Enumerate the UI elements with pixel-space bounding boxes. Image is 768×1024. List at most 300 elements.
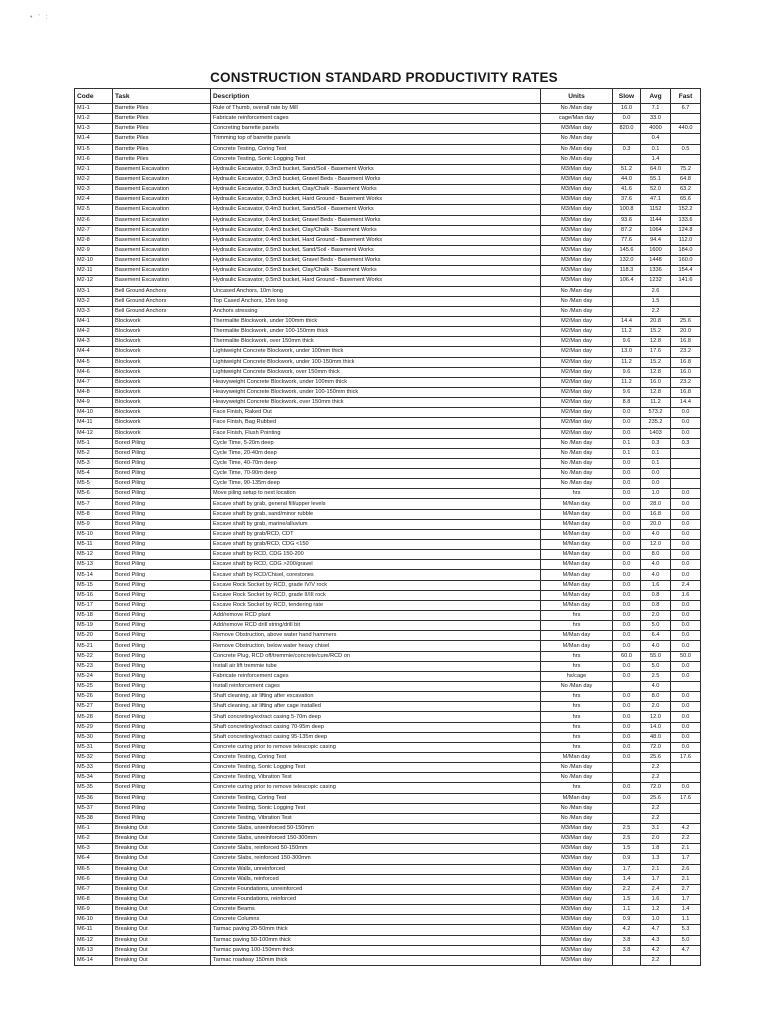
cell-fast: 50.0 xyxy=(671,651,701,661)
cell-units: M3/Man day xyxy=(541,834,613,844)
cell-description: Concrete Testing, Sonic Logging Test xyxy=(211,803,541,813)
cell-avg: 0.8 xyxy=(641,600,671,610)
cell-description: Thermalite Blockwork, over 150mm thick xyxy=(211,337,541,347)
cell-slow: 0.0 xyxy=(613,600,641,610)
cell-task: Breaking Out xyxy=(113,874,211,884)
cell-avg: 4.3 xyxy=(641,935,671,945)
table-row xyxy=(75,803,701,813)
cell-avg: 4.0 xyxy=(641,560,671,570)
cell-avg: 12.0 xyxy=(641,540,671,550)
table-row xyxy=(75,185,701,195)
cell-slow: 0.0 xyxy=(613,712,641,722)
cell-slow: 93.6 xyxy=(613,215,641,225)
cell-slow xyxy=(613,286,641,296)
cell-fast: 2.4 xyxy=(671,580,701,590)
cell-slow: 77.6 xyxy=(613,235,641,245)
cell-description: Tarmac paving 20-50mm thick xyxy=(211,925,541,935)
cell-fast: 16.8 xyxy=(671,387,701,397)
cell-code: M2-7 xyxy=(75,225,113,235)
cell-slow: 145.6 xyxy=(613,245,641,255)
cell-description: Excave shaft by grab/RCD, CDG <150 xyxy=(211,540,541,550)
cell-slow: 0.9 xyxy=(613,915,641,925)
cell-units: M3/Man day xyxy=(541,874,613,884)
cell-task: Bored Piling xyxy=(113,458,211,468)
cell-avg: 47.1 xyxy=(641,195,671,205)
table-row xyxy=(75,550,701,560)
cell-avg: 1448 xyxy=(641,256,671,266)
cell-units: M2/Man day xyxy=(541,347,613,357)
table-row xyxy=(75,702,701,712)
cell-units: hrs xyxy=(541,742,613,752)
table-row xyxy=(75,915,701,925)
table-row xyxy=(75,408,701,418)
cell-units: No /Man day xyxy=(541,144,613,154)
cell-units: hrs xyxy=(541,722,613,732)
cell-units: M3/Man day xyxy=(541,915,613,925)
cell-task: Blockwork xyxy=(113,387,211,397)
cell-fast: 0.0 xyxy=(671,600,701,610)
cell-code: M1-3 xyxy=(75,124,113,134)
cell-avg: 3.1 xyxy=(641,823,671,833)
cell-units: M/Man day xyxy=(541,590,613,600)
cell-code: M6-10 xyxy=(75,915,113,925)
table-row xyxy=(75,682,701,692)
table-row xyxy=(75,479,701,489)
cell-code: M5-22 xyxy=(75,651,113,661)
table-row xyxy=(75,742,701,752)
cell-description: Anchors stressing xyxy=(211,306,541,316)
cell-description: Lightweight Concrete Blockwork, under 100mm thick xyxy=(211,347,541,357)
cell-fast: 0.0 xyxy=(671,702,701,712)
cell-units: M3/Man day xyxy=(541,925,613,935)
cell-avg: 2.2 xyxy=(641,803,671,813)
cell-slow: 41.6 xyxy=(613,185,641,195)
cell-units: hrs xyxy=(541,732,613,742)
cell-task: Blockwork xyxy=(113,327,211,337)
cell-fast: 5.0 xyxy=(671,935,701,945)
cell-units: M/Man day xyxy=(541,631,613,641)
cell-units: M3/Man day xyxy=(541,945,613,955)
cell-slow: 0.0 xyxy=(613,570,641,580)
cell-avg: 1336 xyxy=(641,266,671,276)
table-row xyxy=(75,174,701,184)
cell-task: Basement Excavation xyxy=(113,235,211,245)
cell-slow: 0.1 xyxy=(613,438,641,448)
cell-slow xyxy=(613,763,641,773)
cell-description: Shaft concreting/extract casing 70-95m deep xyxy=(211,722,541,732)
cell-units: No /Man day xyxy=(541,286,613,296)
cell-slow: 106.4 xyxy=(613,276,641,286)
cell-code: M4-8 xyxy=(75,387,113,397)
cell-task: Bored Piling xyxy=(113,712,211,722)
cell-code: M4-9 xyxy=(75,398,113,408)
cell-fast: 17.6 xyxy=(671,753,701,763)
cell-code: M2-3 xyxy=(75,185,113,195)
cell-fast: 0.5 xyxy=(671,144,701,154)
cell-description: Hydraulic Excavator, 0.4m3 bucket, Clay/Chalk - Basement Works xyxy=(211,225,541,235)
cell-task: Basement Excavation xyxy=(113,225,211,235)
table-row xyxy=(75,448,701,458)
cell-task: Breaking Out xyxy=(113,925,211,935)
cell-fast: 160.0 xyxy=(671,256,701,266)
cell-code: M5-16 xyxy=(75,590,113,600)
cell-task: Bell Ground Anchors xyxy=(113,296,211,306)
cell-description: Concrete curing prior to remove telescopic casing xyxy=(211,783,541,793)
cell-slow: 0.0 xyxy=(613,671,641,681)
cell-slow xyxy=(613,296,641,306)
cell-fast: 16.8 xyxy=(671,357,701,367)
cell-avg: 20.8 xyxy=(641,316,671,326)
cell-task: Bored Piling xyxy=(113,671,211,681)
cell-units: M/Man day xyxy=(541,641,613,651)
cell-units: M2/Man day xyxy=(541,428,613,438)
cell-code: M5-23 xyxy=(75,661,113,671)
cell-description: Hydraulic Excavator, 0.5m3 bucket, Hard Ground - Basement Works xyxy=(211,276,541,286)
cell-code: M5-11 xyxy=(75,540,113,550)
table-row xyxy=(75,154,701,164)
cell-slow: 0.0 xyxy=(613,428,641,438)
header-slow: Slow xyxy=(613,89,641,104)
cell-fast: 64.8 xyxy=(671,174,701,184)
cell-code: M3-1 xyxy=(75,286,113,296)
cell-description: Concrete Slabs, reinforced 150-300mm xyxy=(211,854,541,864)
cell-fast xyxy=(671,458,701,468)
cell-task: Bored Piling xyxy=(113,590,211,600)
cell-units: M3/Man day xyxy=(541,215,613,225)
cell-task: Bored Piling xyxy=(113,783,211,793)
cell-units: No /Man day xyxy=(541,438,613,448)
cell-task: Breaking Out xyxy=(113,894,211,904)
cell-avg: 64.0 xyxy=(641,164,671,174)
cell-fast: 0.0 xyxy=(671,722,701,732)
cell-task: Bored Piling xyxy=(113,519,211,529)
cell-fast xyxy=(671,114,701,124)
table-row xyxy=(75,377,701,387)
cell-avg: 12.8 xyxy=(641,367,671,377)
cell-fast: 0.0 xyxy=(671,560,701,570)
cell-avg: 1064 xyxy=(641,225,671,235)
cell-avg: 12.8 xyxy=(641,387,671,397)
cell-slow: 0.0 xyxy=(613,560,641,570)
cell-avg: 1.5 xyxy=(641,296,671,306)
cell-avg: 2.4 xyxy=(641,884,671,894)
cell-avg: 48.0 xyxy=(641,732,671,742)
cell-slow: 0.0 xyxy=(613,783,641,793)
cell-description: Concrete Foundations, unreinforced xyxy=(211,884,541,894)
cell-avg: 17.6 xyxy=(641,347,671,357)
cell-description: Hydraulic Excavator, 0.5m3 bucket, Clay/Chalk - Basement Works xyxy=(211,266,541,276)
table-row xyxy=(75,560,701,570)
cell-units: M3/Man day xyxy=(541,124,613,134)
cell-slow: 0.0 xyxy=(613,479,641,489)
cell-slow: 0.0 xyxy=(613,509,641,519)
cell-code: M5-18 xyxy=(75,611,113,621)
cell-code: M1-5 xyxy=(75,144,113,154)
cell-fast xyxy=(671,813,701,823)
cell-slow: 1.1 xyxy=(613,905,641,915)
cell-description: Install air lift tremmie tube xyxy=(211,661,541,671)
cell-slow: 0.0 xyxy=(613,692,641,702)
table-row xyxy=(75,671,701,681)
cell-slow: 0.0 xyxy=(613,722,641,732)
table-row xyxy=(75,144,701,154)
cell-units: hrs xyxy=(541,651,613,661)
cell-avg: 2.1 xyxy=(641,864,671,874)
table-row xyxy=(75,905,701,915)
table-row xyxy=(75,276,701,286)
cell-slow: 0.0 xyxy=(613,732,641,742)
cell-slow: 0.9 xyxy=(613,854,641,864)
cell-units: No /Man day xyxy=(541,306,613,316)
cell-description: Heavyweight Concrete Blockwork, under 100-150mm thick xyxy=(211,387,541,397)
cell-slow: 0.0 xyxy=(613,408,641,418)
cell-fast: 0.0 xyxy=(671,540,701,550)
cell-avg: 1.3 xyxy=(641,854,671,864)
cell-units: M2/Man day xyxy=(541,408,613,418)
cell-slow: 87.2 xyxy=(613,225,641,235)
cell-avg: 1.2 xyxy=(641,905,671,915)
cell-avg: 2.0 xyxy=(641,834,671,844)
cell-units: hs/cage xyxy=(541,671,613,681)
cell-code: M5-10 xyxy=(75,529,113,539)
cell-code: M5-21 xyxy=(75,641,113,651)
cell-code: M5-14 xyxy=(75,570,113,580)
cell-avg: 1.0 xyxy=(641,489,671,499)
cell-avg: 1232 xyxy=(641,276,671,286)
cell-avg: 1144 xyxy=(641,215,671,225)
cell-description: Hydraulic Excavator, 0.4m3 bucket, Gravel Beds - Basement Works xyxy=(211,215,541,225)
cell-code: M1-2 xyxy=(75,114,113,124)
cell-description: Excave shaft by RCD/Chisel, corestones xyxy=(211,570,541,580)
cell-slow: 0.3 xyxy=(613,144,641,154)
table-row xyxy=(75,834,701,844)
cell-code: M5-38 xyxy=(75,813,113,823)
table-row xyxy=(75,438,701,448)
cell-task: Basement Excavation xyxy=(113,266,211,276)
cell-slow: 0.0 xyxy=(613,742,641,752)
table-row xyxy=(75,499,701,509)
cell-units: No /Man day xyxy=(541,813,613,823)
cell-fast: 0.0 xyxy=(671,519,701,529)
cell-fast: 2.2 xyxy=(671,834,701,844)
cell-description: Cycle Time, 90-135m deep xyxy=(211,479,541,489)
cell-avg: 4.2 xyxy=(641,945,671,955)
cell-task: Basement Excavation xyxy=(113,185,211,195)
cell-code: M5-19 xyxy=(75,621,113,631)
cell-code: M6-5 xyxy=(75,864,113,874)
cell-avg: 14.0 xyxy=(641,722,671,732)
cell-fast: 16.0 xyxy=(671,367,701,377)
cell-units: hrs xyxy=(541,621,613,631)
cell-fast: 6.7 xyxy=(671,104,701,114)
cell-description: Concrete Slabs, unreinforced 50-150mm xyxy=(211,823,541,833)
cell-fast: 0.3 xyxy=(671,438,701,448)
cell-fast xyxy=(671,306,701,316)
cell-task: Bored Piling xyxy=(113,763,211,773)
cell-units: No /Man day xyxy=(541,104,613,114)
cell-task: Blockwork xyxy=(113,347,211,357)
scan-marks: • ' : xyxy=(30,14,50,21)
cell-description: Fabricate reinforcement cages xyxy=(211,114,541,124)
cell-slow: 0.0 xyxy=(613,793,641,803)
cell-description: Concrete Slabs, reinforced 50-150mm xyxy=(211,844,541,854)
cell-code: M1-6 xyxy=(75,154,113,164)
cell-task: Bored Piling xyxy=(113,732,211,742)
cell-fast: 124.8 xyxy=(671,225,701,235)
cell-description: Trimming top of barrette panels xyxy=(211,134,541,144)
table-row xyxy=(75,347,701,357)
cell-task: Barrette Piles xyxy=(113,134,211,144)
cell-task: Bored Piling xyxy=(113,448,211,458)
cell-code: M4-5 xyxy=(75,357,113,367)
cell-fast: 184.0 xyxy=(671,245,701,255)
cell-units: M2/Man day xyxy=(541,367,613,377)
cell-description: Add/remove RCD drill string/drill bit xyxy=(211,621,541,631)
cell-units: No /Man day xyxy=(541,479,613,489)
cell-slow: 1.4 xyxy=(613,874,641,884)
cell-code: M6-14 xyxy=(75,955,113,965)
header-fast: Fast xyxy=(671,89,701,104)
cell-description: Concrete Testing, Coring Test xyxy=(211,793,541,803)
cell-code: M4-4 xyxy=(75,347,113,357)
cell-description: Tarmac paving 50-100mm thick xyxy=(211,935,541,945)
cell-fast: 65.6 xyxy=(671,195,701,205)
cell-avg: 72.0 xyxy=(641,783,671,793)
cell-task: Bored Piling xyxy=(113,438,211,448)
cell-fast: 2.1 xyxy=(671,874,701,884)
cell-task: Basement Excavation xyxy=(113,174,211,184)
cell-description: Face Finish, Flush Pointing xyxy=(211,428,541,438)
cell-units: M3/Man day xyxy=(541,884,613,894)
cell-code: M5-7 xyxy=(75,499,113,509)
table-row xyxy=(75,692,701,702)
cell-code: M5-4 xyxy=(75,469,113,479)
cell-avg: 94.4 xyxy=(641,235,671,245)
cell-slow: 3.8 xyxy=(613,945,641,955)
cell-description: Concrete Testing, Coring Test xyxy=(211,753,541,763)
cell-description: Excave shaft by RCD, CDG >200/gravel xyxy=(211,560,541,570)
cell-avg: 2.2 xyxy=(641,955,671,965)
cell-task: Breaking Out xyxy=(113,823,211,833)
cell-description: Concrete Foundations, reinforced xyxy=(211,894,541,904)
table-row xyxy=(75,600,701,610)
cell-fast: 1.6 xyxy=(671,590,701,600)
cell-description: Remove Obstruction, above water hand hammers xyxy=(211,631,541,641)
cell-fast: 0.0 xyxy=(671,783,701,793)
table-row xyxy=(75,104,701,114)
cell-task: Bored Piling xyxy=(113,560,211,570)
cell-description: Tarmac paving 100-150mm thick xyxy=(211,945,541,955)
cell-description: Lightweight Concrete Blockwork, over 150mm thick xyxy=(211,367,541,377)
cell-slow: 1.5 xyxy=(613,894,641,904)
cell-slow: 9.6 xyxy=(613,387,641,397)
table-body xyxy=(75,104,701,966)
cell-fast: 154.4 xyxy=(671,266,701,276)
cell-slow: 1.7 xyxy=(613,864,641,874)
cell-fast: 14.4 xyxy=(671,398,701,408)
cell-description: Shaft cleaning, air lifting after excavation xyxy=(211,692,541,702)
cell-task: Bored Piling xyxy=(113,773,211,783)
header-units: Units xyxy=(541,89,613,104)
cell-fast: 1.7 xyxy=(671,894,701,904)
table-row xyxy=(75,732,701,742)
table-row xyxy=(75,387,701,397)
cell-code: M6-6 xyxy=(75,874,113,884)
cell-slow xyxy=(613,955,641,965)
cell-units: No /Man day xyxy=(541,469,613,479)
cell-units: M/Man day xyxy=(541,540,613,550)
table-row xyxy=(75,854,701,864)
cell-slow: 2.5 xyxy=(613,834,641,844)
cell-code: M6-11 xyxy=(75,925,113,935)
cell-fast xyxy=(671,682,701,692)
cell-fast: 20.0 xyxy=(671,327,701,337)
cell-description: Concrete Testing, Coring Test xyxy=(211,144,541,154)
cell-avg: 72.0 xyxy=(641,742,671,752)
cell-task: Bored Piling xyxy=(113,742,211,752)
cell-fast xyxy=(671,296,701,306)
cell-task: Blockwork xyxy=(113,357,211,367)
table-row xyxy=(75,418,701,428)
cell-description: Shaft concreting/extract casing 95-135m deep xyxy=(211,732,541,742)
cell-description: Thermalite Blockwork, under 100-150mm thick xyxy=(211,327,541,337)
cell-slow: 100.8 xyxy=(613,205,641,215)
cell-code: M5-30 xyxy=(75,732,113,742)
cell-description: Move piling setup to next location xyxy=(211,489,541,499)
cell-description: Hydraulic Excavator, 0.3m3 bucket, Hard Ground - Basement Works xyxy=(211,195,541,205)
cell-avg: 0.0 xyxy=(641,469,671,479)
cell-code: M4-12 xyxy=(75,428,113,438)
cell-code: M5-9 xyxy=(75,519,113,529)
cell-task: Breaking Out xyxy=(113,935,211,945)
cell-task: Barrette Piles xyxy=(113,104,211,114)
cell-code: M5-32 xyxy=(75,753,113,763)
cell-avg: 2.2 xyxy=(641,813,671,823)
cell-slow xyxy=(613,134,641,144)
cell-fast: 0.0 xyxy=(671,631,701,641)
cell-code: M4-7 xyxy=(75,377,113,387)
table-row xyxy=(75,469,701,479)
cell-code: M2-12 xyxy=(75,276,113,286)
cell-code: M2-2 xyxy=(75,174,113,184)
cell-code: M5-34 xyxy=(75,773,113,783)
cell-slow: 0.0 xyxy=(613,661,641,671)
cell-avg: 1.7 xyxy=(641,874,671,884)
cell-units: M3/Man day xyxy=(541,235,613,245)
cell-task: Basement Excavation xyxy=(113,276,211,286)
cell-fast: 0.0 xyxy=(671,408,701,418)
cell-fast: 16.8 xyxy=(671,337,701,347)
cell-code: M6-8 xyxy=(75,894,113,904)
table-row xyxy=(75,529,701,539)
cell-task: Barrette Piles xyxy=(113,144,211,154)
cell-units: M3/Man day xyxy=(541,185,613,195)
cell-units: hrs xyxy=(541,692,613,702)
cell-slow: 51.2 xyxy=(613,164,641,174)
cell-description: Hydraulic Excavator, 0.4m3 bucket, Sand/Soil - Basement Works xyxy=(211,205,541,215)
cell-units: M/Man day xyxy=(541,529,613,539)
table-row xyxy=(75,225,701,235)
cell-units: No /Man day xyxy=(541,682,613,692)
table-row xyxy=(75,773,701,783)
cell-task: Bored Piling xyxy=(113,661,211,671)
cell-units: M3/Man day xyxy=(541,854,613,864)
cell-slow: 0.0 xyxy=(613,499,641,509)
cell-description: Top Cased Anchors, 15m long xyxy=(211,296,541,306)
cell-avg: 2.2 xyxy=(641,773,671,783)
cell-fast: 1.4 xyxy=(671,905,701,915)
cell-avg: 2.6 xyxy=(641,286,671,296)
